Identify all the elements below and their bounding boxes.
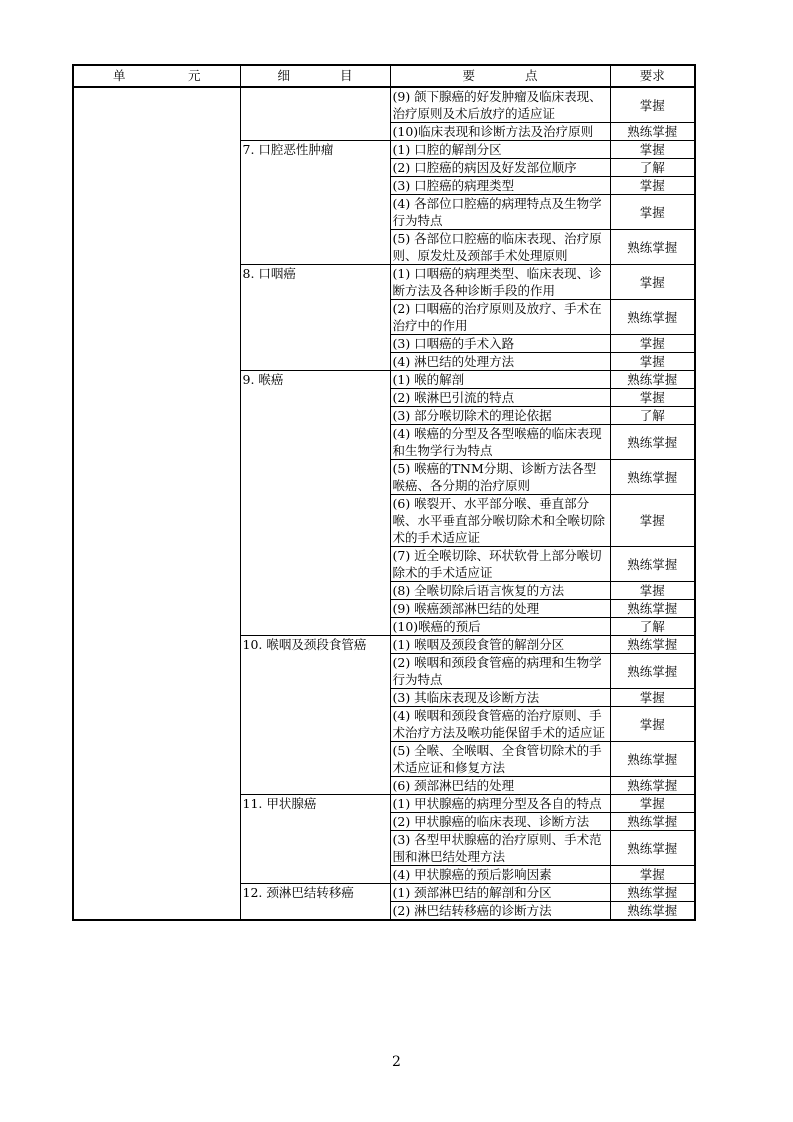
- point-cell: (4) 喉咽和颈段食管癌的治疗原则、手术治疗方法及喉功能保留手术的适应证: [390, 707, 610, 742]
- requirement-cell: 熟练掌握: [610, 777, 695, 795]
- requirement-cell: 了解: [610, 407, 695, 425]
- point-cell: (1) 口咽癌的病理类型、临床表现、诊断方法及各种诊断手段的作用: [390, 265, 610, 300]
- header-unit: 单 元: [73, 65, 240, 87]
- point-cell: (5) 喉癌的TNM分期、诊断方法各型喉癌、各分期的治疗原则: [390, 460, 610, 495]
- point-cell: (10)喉癌的预后: [390, 618, 610, 636]
- requirement-cell: 掌握: [610, 141, 695, 159]
- requirement-cell: 熟练掌握: [610, 742, 695, 777]
- point-cell: (10)临床表现和诊断方法及治疗原则: [390, 123, 610, 141]
- requirement-cell: 熟练掌握: [610, 600, 695, 618]
- point-cell: (4) 淋巴结的处理方法: [390, 353, 610, 371]
- point-cell: (3) 口咽癌的手术入路: [390, 335, 610, 353]
- requirement-cell: 熟练掌握: [610, 371, 695, 389]
- detail-cell: [240, 87, 390, 141]
- syllabus-table: [72, 64, 696, 921]
- detail-cell: 11. 甲状腺癌: [240, 795, 390, 884]
- point-cell: (2) 淋巴结转移癌的诊断方法: [390, 902, 610, 921]
- requirement-cell: 掌握: [610, 87, 695, 123]
- point-cell: (2) 口腔癌的病因及好发部位顺序: [390, 159, 610, 177]
- requirement-cell: 熟练掌握: [610, 884, 695, 902]
- point-cell: (5) 全喉、全喉咽、全食管切除术的手术适应证和修复方法: [390, 742, 610, 777]
- point-cell: (8) 全喉切除后语言恢复的方法: [390, 582, 610, 600]
- requirement-cell: 掌握: [610, 177, 695, 195]
- point-cell: (4) 甲状腺癌的预后影响因素: [390, 866, 610, 884]
- requirement-cell: 掌握: [610, 707, 695, 742]
- point-cell: (6) 喉裂开、水平部分喉、垂直部分喉、水平垂直部分喉切除术和全喉切除术的手术适应证: [390, 495, 610, 547]
- point-cell: (3) 各型甲状腺癌的治疗原则、手术范围和淋巴结处理方法: [390, 831, 610, 866]
- point-cell: (4) 喉癌的分型及各型喉癌的临床表现和生物学行为特点: [390, 425, 610, 460]
- table-body: [73, 87, 695, 920]
- unit-cell: [73, 87, 240, 920]
- point-cell: (1) 口腔的解剖分区: [390, 141, 610, 159]
- requirement-cell: 了解: [610, 618, 695, 636]
- requirement-cell: 掌握: [610, 866, 695, 884]
- detail-cell: 9. 喉癌: [240, 371, 390, 636]
- requirement-cell: 掌握: [610, 495, 695, 547]
- requirement-cell: 掌握: [610, 353, 695, 371]
- point-cell: (1) 颈部淋巴结的解剖和分区: [390, 884, 610, 902]
- requirement-cell: 熟练掌握: [610, 300, 695, 335]
- point-cell: (3) 其临床表现及诊断方法: [390, 689, 610, 707]
- detail-cell: 10. 喉咽及颈段食管癌: [240, 636, 390, 795]
- requirement-cell: 熟练掌握: [610, 123, 695, 141]
- point-cell: (2) 甲状腺癌的临床表现、诊断方法: [390, 813, 610, 831]
- point-cell: (9) 喉癌颈部淋巴结的处理: [390, 600, 610, 618]
- detail-cell: 8. 口咽癌: [240, 265, 390, 371]
- detail-cell: 7. 口腔恶性肿瘤: [240, 141, 390, 265]
- point-cell: (1) 喉咽及颈段食管的解剖分区: [390, 636, 610, 654]
- point-cell: (3) 部分喉切除术的理论依据: [390, 407, 610, 425]
- table-header-row: [73, 65, 695, 87]
- requirement-cell: 掌握: [610, 795, 695, 813]
- requirement-cell: 掌握: [610, 195, 695, 230]
- requirement-cell: 熟练掌握: [610, 654, 695, 689]
- point-cell: (7) 近全喉切除、环状软骨上部分喉切除术的手术适应证: [390, 547, 610, 582]
- requirement-cell: 熟练掌握: [610, 547, 695, 582]
- requirement-cell: 掌握: [610, 265, 695, 300]
- requirement-cell: 熟练掌握: [610, 636, 695, 654]
- requirement-cell: 熟练掌握: [610, 831, 695, 866]
- header-points: 要 点: [390, 65, 610, 87]
- point-cell: (1) 喉的解剖: [390, 371, 610, 389]
- detail-cell: 12. 颈淋巴结转移癌: [240, 884, 390, 921]
- point-cell: (2) 喉咽和颈段食管癌的病理和生物学行为特点: [390, 654, 610, 689]
- requirement-cell: 熟练掌握: [610, 902, 695, 921]
- requirement-cell: 熟练掌握: [610, 230, 695, 265]
- requirement-cell: 掌握: [610, 335, 695, 353]
- point-cell: (9) 颌下腺癌的好发肿瘤及临床表现、治疗原则及术后放疗的适应证: [390, 87, 610, 123]
- requirement-cell: 掌握: [610, 582, 695, 600]
- requirement-cell: 掌握: [610, 689, 695, 707]
- requirement-cell: 熟练掌握: [610, 425, 695, 460]
- point-cell: (5) 各部位口腔癌的临床表现、治疗原则、原发灶及颈部手术处理原则: [390, 230, 610, 265]
- requirement-cell: 熟练掌握: [610, 813, 695, 831]
- header-requirement: 要求: [610, 65, 695, 87]
- point-cell: (3) 口腔癌的病理类型: [390, 177, 610, 195]
- point-cell: (1) 甲状腺癌的病理分型及各自的特点: [390, 795, 610, 813]
- requirement-cell: 了解: [610, 159, 695, 177]
- header-detail: 细 目: [240, 65, 390, 87]
- point-cell: (4) 各部位口腔癌的病理特点及生物学行为特点: [390, 195, 610, 230]
- point-cell: (6) 颈部淋巴结的处理: [390, 777, 610, 795]
- requirement-cell: 掌握: [610, 389, 695, 407]
- table-row: [73, 87, 695, 123]
- point-cell: (2) 口咽癌的治疗原则及放疗、手术在治疗中的作用: [390, 300, 610, 335]
- page-number: 2: [392, 1054, 401, 1070]
- point-cell: (2) 喉淋巴引流的特点: [390, 389, 610, 407]
- requirement-cell: 熟练掌握: [610, 460, 695, 495]
